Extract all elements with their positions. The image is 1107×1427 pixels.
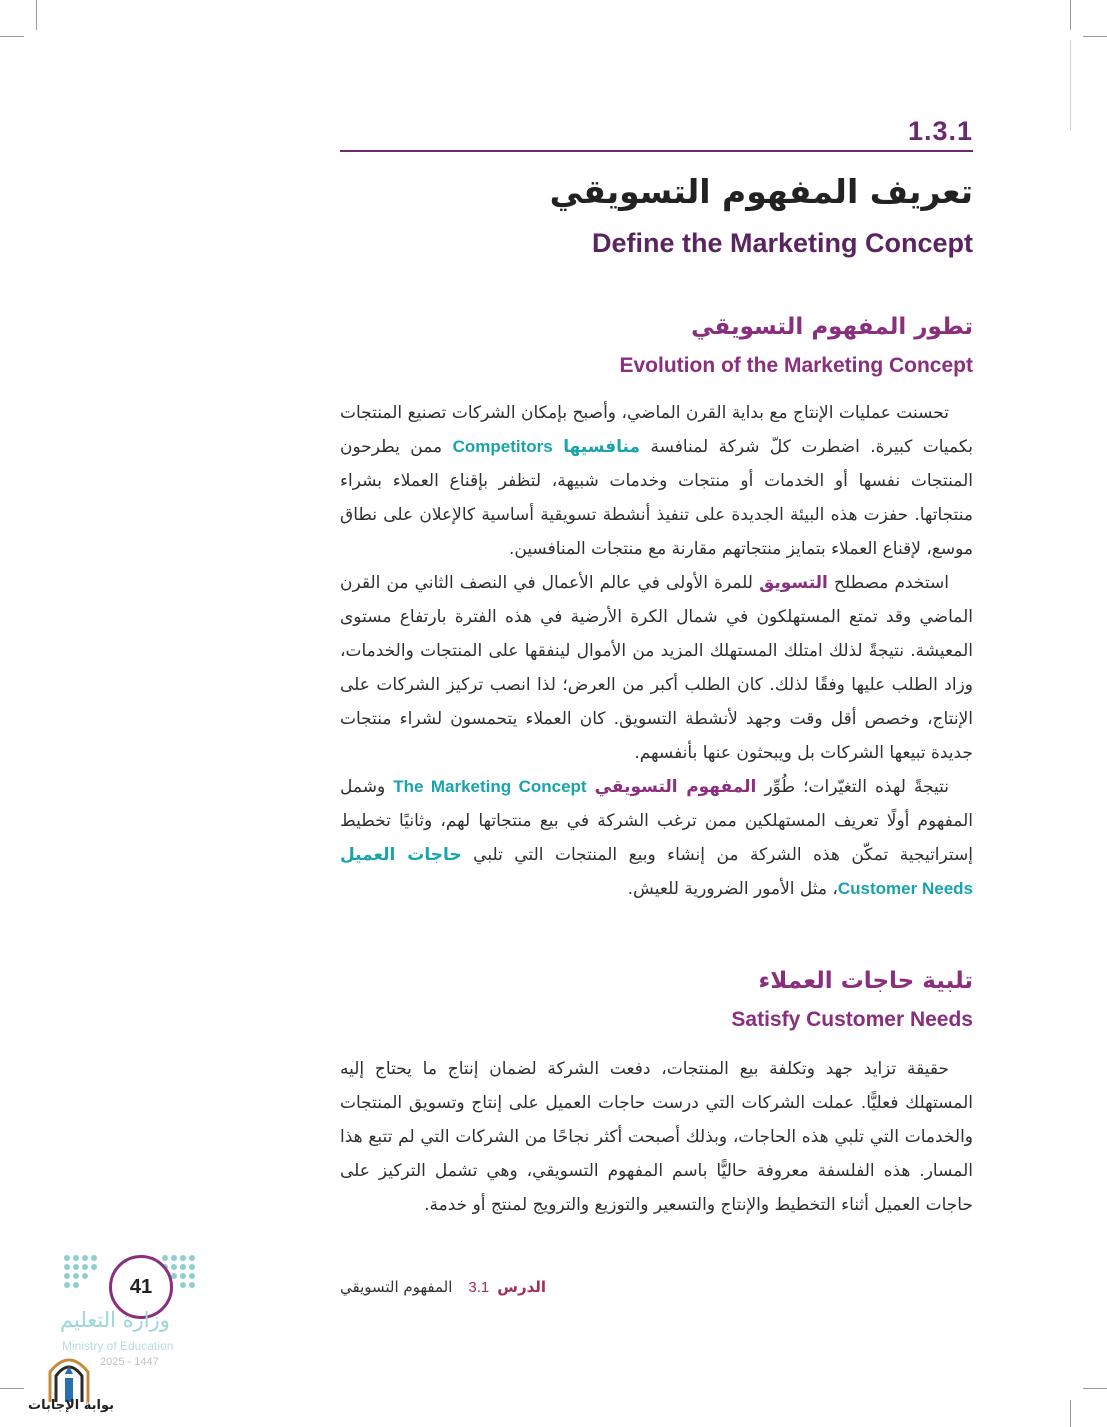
paragraph-text: وشمل المفهوم أولًا تعريف المستهلكين ممن ترغب الشركة في بيع منتجاتها لهم، وثانيًا تخطيط إستراتيجية تمكّن هذه الشركة من إنشاء وبيع المنتجات التي تلبي [340, 777, 974, 865]
section-heading-english: Evolution of the Marketing Concept [619, 354, 973, 377]
crop-mark [1083, 1388, 1107, 1389]
ministry-name-arabic: وزارة التعليم [60, 1308, 170, 1332]
paragraph [340, 566, 973, 770]
lesson-label: الدرس [497, 1278, 547, 1296]
ministry-year: 2025 - 1447 [100, 1356, 159, 1368]
crop-mark [0, 1388, 24, 1389]
paragraph [340, 396, 973, 566]
logo-dots-icon [62, 1253, 102, 1291]
crop-mark [1070, 40, 1071, 130]
section-heading-english: Satisfy Customer Needs [731, 1008, 973, 1031]
paragraph-text: ، مثل الأمور الضرورية للعيش. [627, 879, 838, 899]
crop-mark [1070, 0, 1071, 30]
keyword-arabic: حاجات العميل [340, 845, 462, 865]
crop-mark [36, 0, 37, 30]
paragraph [340, 770, 973, 906]
lesson-number: 3.1 [468, 1279, 490, 1296]
keyword-english: The Marketing Concept [393, 777, 587, 796]
section-body [340, 396, 973, 906]
keyword-english: Customer Needs [837, 879, 973, 898]
crop-mark [0, 36, 24, 37]
crop-mark [1083, 36, 1107, 37]
page-title-arabic: تعريف المفهوم التسويقي [549, 172, 973, 211]
ministry-name-english: Ministry of Education [62, 1339, 174, 1353]
keyword-english: Competitors [452, 437, 553, 456]
page-number: 41 [109, 1255, 173, 1319]
paragraph-text: ممن يطرحون المنتجات نفسها أو الخدمات أو منتجات وخدمات شبيهة، لتظفر بإقناع العملاء بشراء منتجاتها. حفزت هذه البيئة الجديدة على تنفيذ أنشطة تسويقية أساسية كالإعلان على نطاق موسع، لإقناع العملاء بتمايز منتجاتهم مقارنة مع منتجات المنافسين. [340, 437, 973, 559]
crop-mark [1070, 1400, 1071, 1427]
section-heading-arabic: تلبية حاجات العملاء [758, 968, 973, 994]
paragraph-text: نتيجةً لهذه التغيّرات؛ طُوِّر [756, 777, 950, 797]
paragraph-text: للمرة الأولى في عالم الأعمال في النصف الثاني من القرن الماضي وقد تمتع المستهلكون في شمال الكرة الأرضية في هذه الفترة بارتفاع مستوى المعيشة. نتيجةً لذلك امتلك المستهلك المزيد من الأموال لينفقها على المنتجات والخدمات، وزاد الطلب عليها وفقًا لذلك. كان الطلب أكبر من العرض؛ لذا انصب تركيز الشركات على الإنتاج، وخصص أقل وقت وجهد لأنشطة التسويق. كان العملاء يتحمسون لشراء منتجات جديدة تبيعها الشركات بل ويبحثون عنها بأنفسهم. [340, 573, 973, 763]
paragraph-text: تحسنت عمليات الإنتاج مع بداية القرن الماضي، وأصبح بإمكان الشركات تصنيع المنتجات بكميات كبيرة. اضطرت كلّ شركة لمنافسة [340, 403, 974, 457]
keyword-arabic: منافسيها [563, 437, 641, 457]
page-footer [340, 1278, 546, 1296]
lesson-title: المفهوم التسويقي [340, 1278, 453, 1296]
page-title-english: Define the Marketing Concept [591, 228, 973, 258]
keyword-arabic: المفهوم التسويقي [594, 777, 757, 797]
gate-icon [36, 1348, 102, 1404]
section-number-rule [340, 112, 973, 152]
section-number: 1.3.1 [907, 116, 973, 146]
keyword-arabic: التسويق [759, 573, 828, 593]
watermark-label: بوابة الإجابات [28, 1398, 114, 1413]
section-heading-arabic: تطور المفهوم التسويقي [691, 314, 973, 340]
paragraph-text: استخدم مصطلح [827, 573, 949, 593]
paragraph: حقيقة تزايد جهد وتكلفة بيع المنتجات، دفعت الشركة لضمان إنتاج ما يحتاج إليه المستهلك فعليًّا. عملت الشركات التي درست حاجات العميل على إنتاج وتسويق المنتجات والخدمات التي تلبي هذه الحاجات، وبذلك أصبحت أكثر نجاحًا من الشركات التي لم تتبع هذا المسار. هذه الفلسفة معروفة حاليًّا باسم المفهوم التسويقي، وهي تشمل التركيز على حاجات العميل أثناء التخطيط والإنتاج والتسعير والتوزيع والترويج لمنتج أو خدمة. [340, 1059, 973, 1215]
section-body [340, 1052, 973, 1222]
